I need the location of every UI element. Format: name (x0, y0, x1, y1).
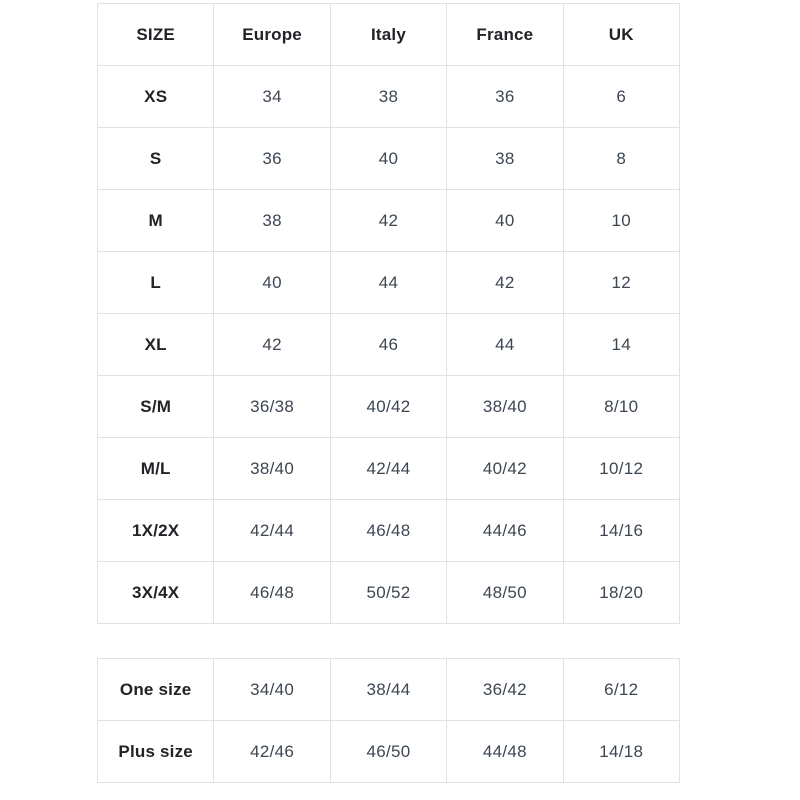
value-cell: 36/42 (447, 659, 563, 721)
header-row (98, 4, 680, 66)
value-cell: 36/38 (214, 376, 330, 438)
value-cell: 34/40 (214, 659, 330, 721)
special-size-table (97, 658, 680, 783)
value-cell: 38/40 (447, 376, 563, 438)
table-row (98, 190, 680, 252)
table-row (98, 128, 680, 190)
header-cell-size: SIZE (98, 4, 214, 66)
table-row (98, 376, 680, 438)
value-cell: 42 (330, 190, 446, 252)
value-cell: 46 (330, 314, 446, 376)
value-cell: 34 (214, 66, 330, 128)
value-cell: 38/44 (330, 659, 446, 721)
value-cell: 6 (563, 66, 679, 128)
value-cell: 46/50 (330, 721, 446, 783)
value-cell: 10/12 (563, 438, 679, 500)
value-cell: 10 (563, 190, 679, 252)
value-cell: 42/46 (214, 721, 330, 783)
main-size-table (97, 3, 680, 624)
value-cell: 40/42 (447, 438, 563, 500)
value-cell: 6/12 (563, 659, 679, 721)
table-row (98, 438, 680, 500)
value-cell: 44/46 (447, 500, 563, 562)
size-label-cell: Plus size (98, 721, 214, 783)
size-label-cell: M/L (98, 438, 214, 500)
value-cell: 42/44 (214, 500, 330, 562)
value-cell: 14/18 (563, 721, 679, 783)
value-cell: 46/48 (214, 562, 330, 624)
table-row (98, 500, 680, 562)
header-cell-france: France (447, 4, 563, 66)
size-label-cell: 1X/2X (98, 500, 214, 562)
value-cell: 36 (447, 66, 563, 128)
header-cell-italy: Italy (330, 4, 446, 66)
value-cell: 8 (563, 128, 679, 190)
value-cell: 42 (214, 314, 330, 376)
value-cell: 42/44 (330, 438, 446, 500)
size-label-cell: L (98, 252, 214, 314)
size-label-cell: S (98, 128, 214, 190)
table-row (98, 562, 680, 624)
value-cell: 40/42 (330, 376, 446, 438)
value-cell: 40 (330, 128, 446, 190)
value-cell: 36 (214, 128, 330, 190)
header-cell-europe: Europe (214, 4, 330, 66)
value-cell: 42 (447, 252, 563, 314)
value-cell: 12 (563, 252, 679, 314)
value-cell: 38 (447, 128, 563, 190)
value-cell: 14/16 (563, 500, 679, 562)
table-row (98, 252, 680, 314)
size-label-cell: 3X/4X (98, 562, 214, 624)
table-spacer (97, 624, 800, 658)
header-cell-uk: UK (563, 4, 679, 66)
value-cell: 48/50 (447, 562, 563, 624)
value-cell: 46/48 (330, 500, 446, 562)
table-row (98, 66, 680, 128)
table-row (98, 314, 680, 376)
value-cell: 38 (214, 190, 330, 252)
table-row (98, 659, 680, 721)
size-label-cell: S/M (98, 376, 214, 438)
value-cell: 18/20 (563, 562, 679, 624)
size-label-cell: One size (98, 659, 214, 721)
size-label-cell: M (98, 190, 214, 252)
value-cell: 8/10 (563, 376, 679, 438)
value-cell: 50/52 (330, 562, 446, 624)
value-cell: 40 (447, 190, 563, 252)
value-cell: 38 (330, 66, 446, 128)
size-label-cell: XL (98, 314, 214, 376)
value-cell: 14 (563, 314, 679, 376)
value-cell: 38/40 (214, 438, 330, 500)
size-label-cell: XS (98, 66, 214, 128)
table-row (98, 721, 680, 783)
value-cell: 44/48 (447, 721, 563, 783)
value-cell: 44 (330, 252, 446, 314)
value-cell: 40 (214, 252, 330, 314)
value-cell: 44 (447, 314, 563, 376)
